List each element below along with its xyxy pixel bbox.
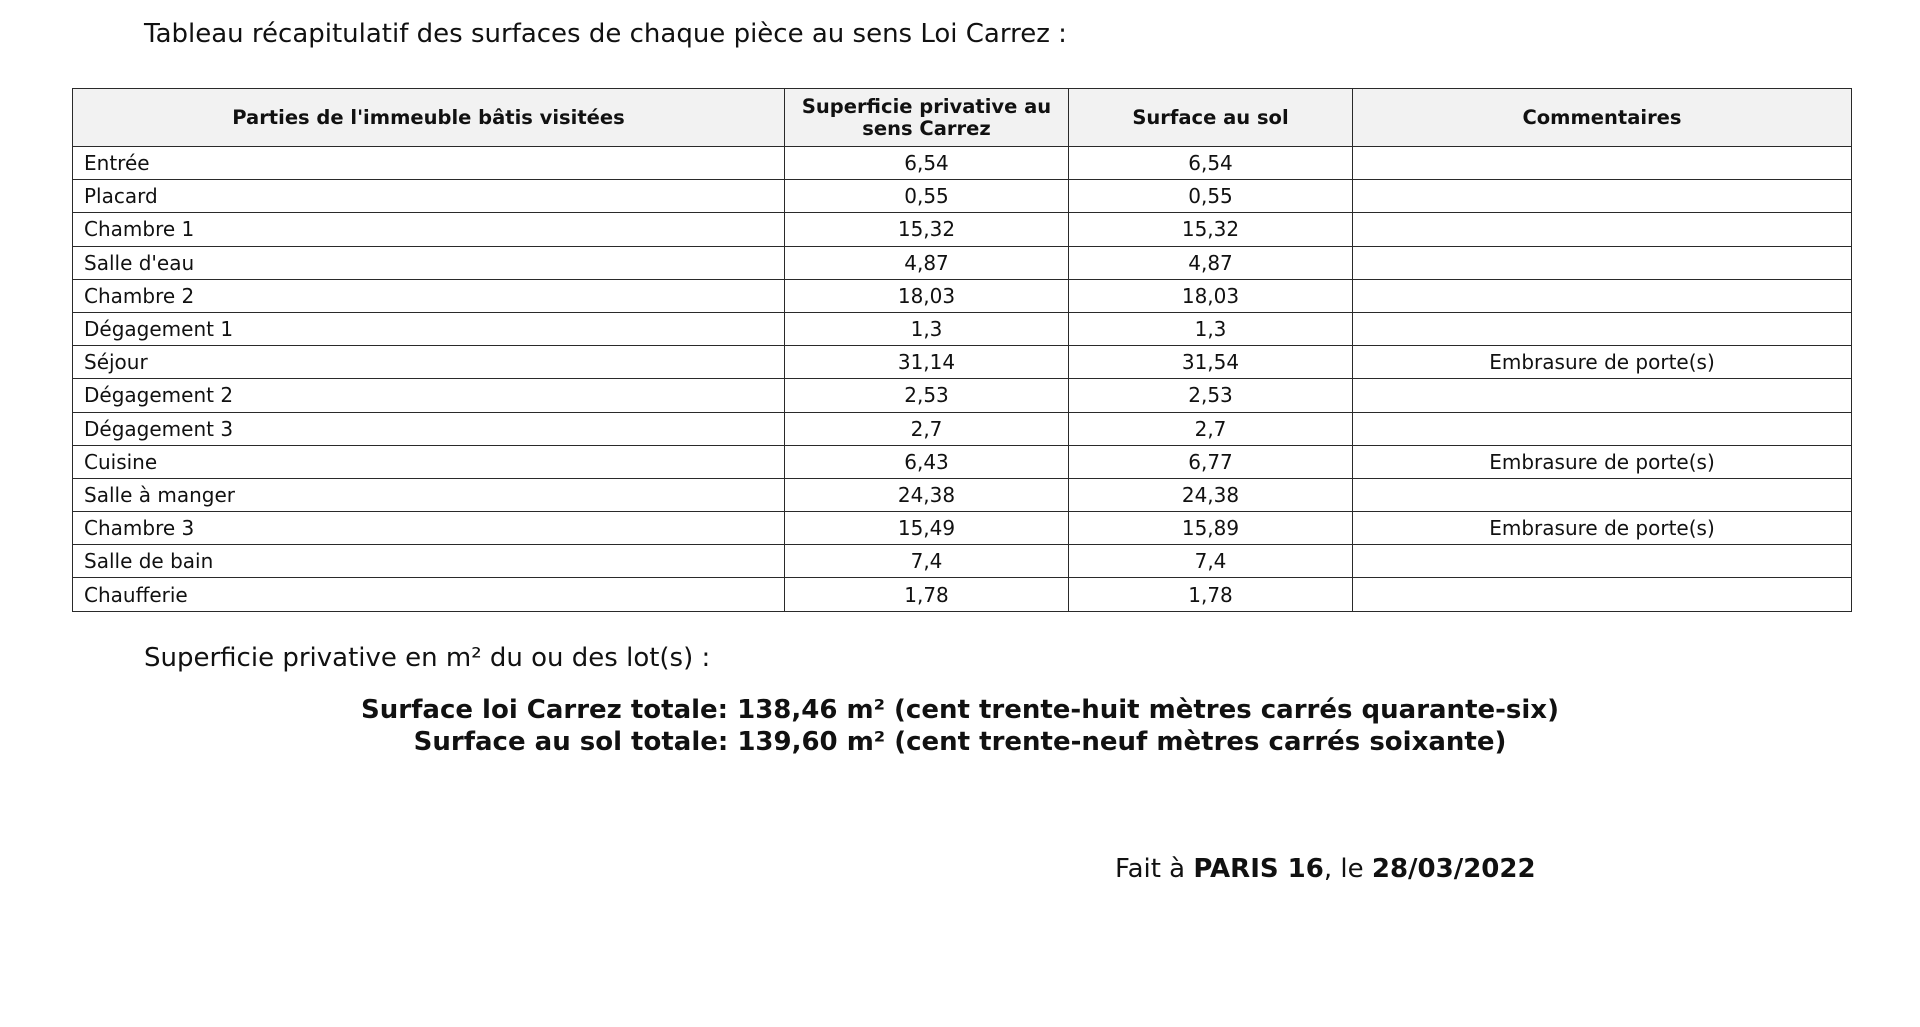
floor-area-cell: 2,7 — [1069, 412, 1353, 445]
floor-area-cell: 7,4 — [1069, 545, 1353, 578]
table-row — [73, 545, 1852, 578]
totals-block — [0, 694, 1920, 758]
carrez-area-cell: 2,53 — [785, 379, 1069, 412]
carrez-area-cell: 1,3 — [785, 312, 1069, 345]
floor-area-cell: 31,54 — [1069, 346, 1353, 379]
floor-area-cell: 15,32 — [1069, 213, 1353, 246]
signature-line — [1115, 851, 1536, 887]
header-comment: Commentaires — [1353, 89, 1852, 147]
comment-cell: Embrasure de porte(s) — [1353, 445, 1852, 478]
comment-cell — [1353, 213, 1852, 246]
signature-middle: , le — [1323, 854, 1372, 884]
table-row — [73, 379, 1852, 412]
comment-cell — [1353, 545, 1852, 578]
table-row — [73, 213, 1852, 246]
floor-area-cell: 1,78 — [1069, 578, 1353, 611]
room-name-cell: Dégagement 3 — [73, 412, 785, 445]
carrez-area-cell: 1,78 — [785, 578, 1069, 611]
floor-area-cell: 2,53 — [1069, 379, 1353, 412]
surfaces-table — [72, 88, 1852, 612]
room-name-cell: Chambre 2 — [73, 279, 785, 312]
table-row — [73, 312, 1852, 345]
room-name-cell: Dégagement 1 — [73, 312, 785, 345]
room-name-cell: Placard — [73, 180, 785, 213]
carrez-area-cell: 15,49 — [785, 512, 1069, 545]
floor-area-cell: 24,38 — [1069, 478, 1353, 511]
room-name-cell: Chaufferie — [73, 578, 785, 611]
comment-cell: Embrasure de porte(s) — [1353, 346, 1852, 379]
comment-cell — [1353, 478, 1852, 511]
floor-area-cell: 0,55 — [1069, 180, 1353, 213]
comment-cell — [1353, 412, 1852, 445]
comment-cell — [1353, 147, 1852, 180]
comment-cell — [1353, 578, 1852, 611]
floor-area-cell: 1,3 — [1069, 312, 1353, 345]
room-name-cell: Salle de bain — [73, 545, 785, 578]
carrez-area-cell: 18,03 — [785, 279, 1069, 312]
table-row — [73, 445, 1852, 478]
comment-cell — [1353, 180, 1852, 213]
comment-cell — [1353, 246, 1852, 279]
carrez-area-cell: 4,87 — [785, 246, 1069, 279]
total-carrez: Surface loi Carrez totale: 138,46 m² (cent trente-huit mètres carrés quarante-six) — [361, 695, 1559, 725]
floor-area-cell: 15,89 — [1069, 512, 1353, 545]
header-carrez: Superficie privative au sens Carrez — [785, 89, 1069, 147]
room-name-cell: Cuisine — [73, 445, 785, 478]
table-body — [73, 147, 1852, 612]
table-row — [73, 578, 1852, 611]
carrez-area-cell: 31,14 — [785, 346, 1069, 379]
carrez-area-cell: 2,7 — [785, 412, 1069, 445]
header-part: Parties de l'immeuble bâtis visitées — [73, 89, 785, 147]
total-sol: Surface au sol totale: 139,60 m² (cent trente-neuf mètres carrés soixante) — [413, 727, 1507, 757]
table-row — [73, 478, 1852, 511]
signature-date: 28/03/2022 — [1371, 854, 1536, 884]
comment-cell — [1353, 379, 1852, 412]
carrez-area-cell: 24,38 — [785, 478, 1069, 511]
table-row — [73, 246, 1852, 279]
table-header-row — [73, 89, 1852, 147]
lot-surface-line: Superficie privative en m² du ou des lot(s) : — [144, 643, 711, 673]
floor-area-cell: 6,54 — [1069, 147, 1353, 180]
carrez-area-cell: 6,54 — [785, 147, 1069, 180]
carrez-area-cell: 0,55 — [785, 180, 1069, 213]
table-row — [73, 346, 1852, 379]
table-row — [73, 180, 1852, 213]
room-name-cell: Chambre 3 — [73, 512, 785, 545]
carrez-area-cell: 6,43 — [785, 445, 1069, 478]
comment-cell — [1353, 279, 1852, 312]
comment-cell: Embrasure de porte(s) — [1353, 512, 1852, 545]
signature-prefix: Fait à — [1115, 854, 1194, 884]
room-name-cell: Dégagement 2 — [73, 379, 785, 412]
table-row — [73, 412, 1852, 445]
signature-place: PARIS 16 — [1193, 854, 1324, 884]
room-name-cell: Entrée — [73, 147, 785, 180]
header-sol: Surface au sol — [1069, 89, 1353, 147]
carrez-area-cell: 15,32 — [785, 213, 1069, 246]
floor-area-cell: 18,03 — [1069, 279, 1353, 312]
table-row — [73, 147, 1852, 180]
room-name-cell: Chambre 1 — [73, 213, 785, 246]
carrez-area-cell: 7,4 — [785, 545, 1069, 578]
floor-area-cell: 6,77 — [1069, 445, 1353, 478]
room-name-cell: Séjour — [73, 346, 785, 379]
room-name-cell: Salle à manger — [73, 478, 785, 511]
comment-cell — [1353, 312, 1852, 345]
floor-area-cell: 4,87 — [1069, 246, 1353, 279]
room-name-cell: Salle d'eau — [73, 246, 785, 279]
intro-text: Tableau récapitulatif des surfaces de chaque pièce au sens Loi Carrez : — [144, 19, 1067, 49]
table-row — [73, 512, 1852, 545]
table-row — [73, 279, 1852, 312]
